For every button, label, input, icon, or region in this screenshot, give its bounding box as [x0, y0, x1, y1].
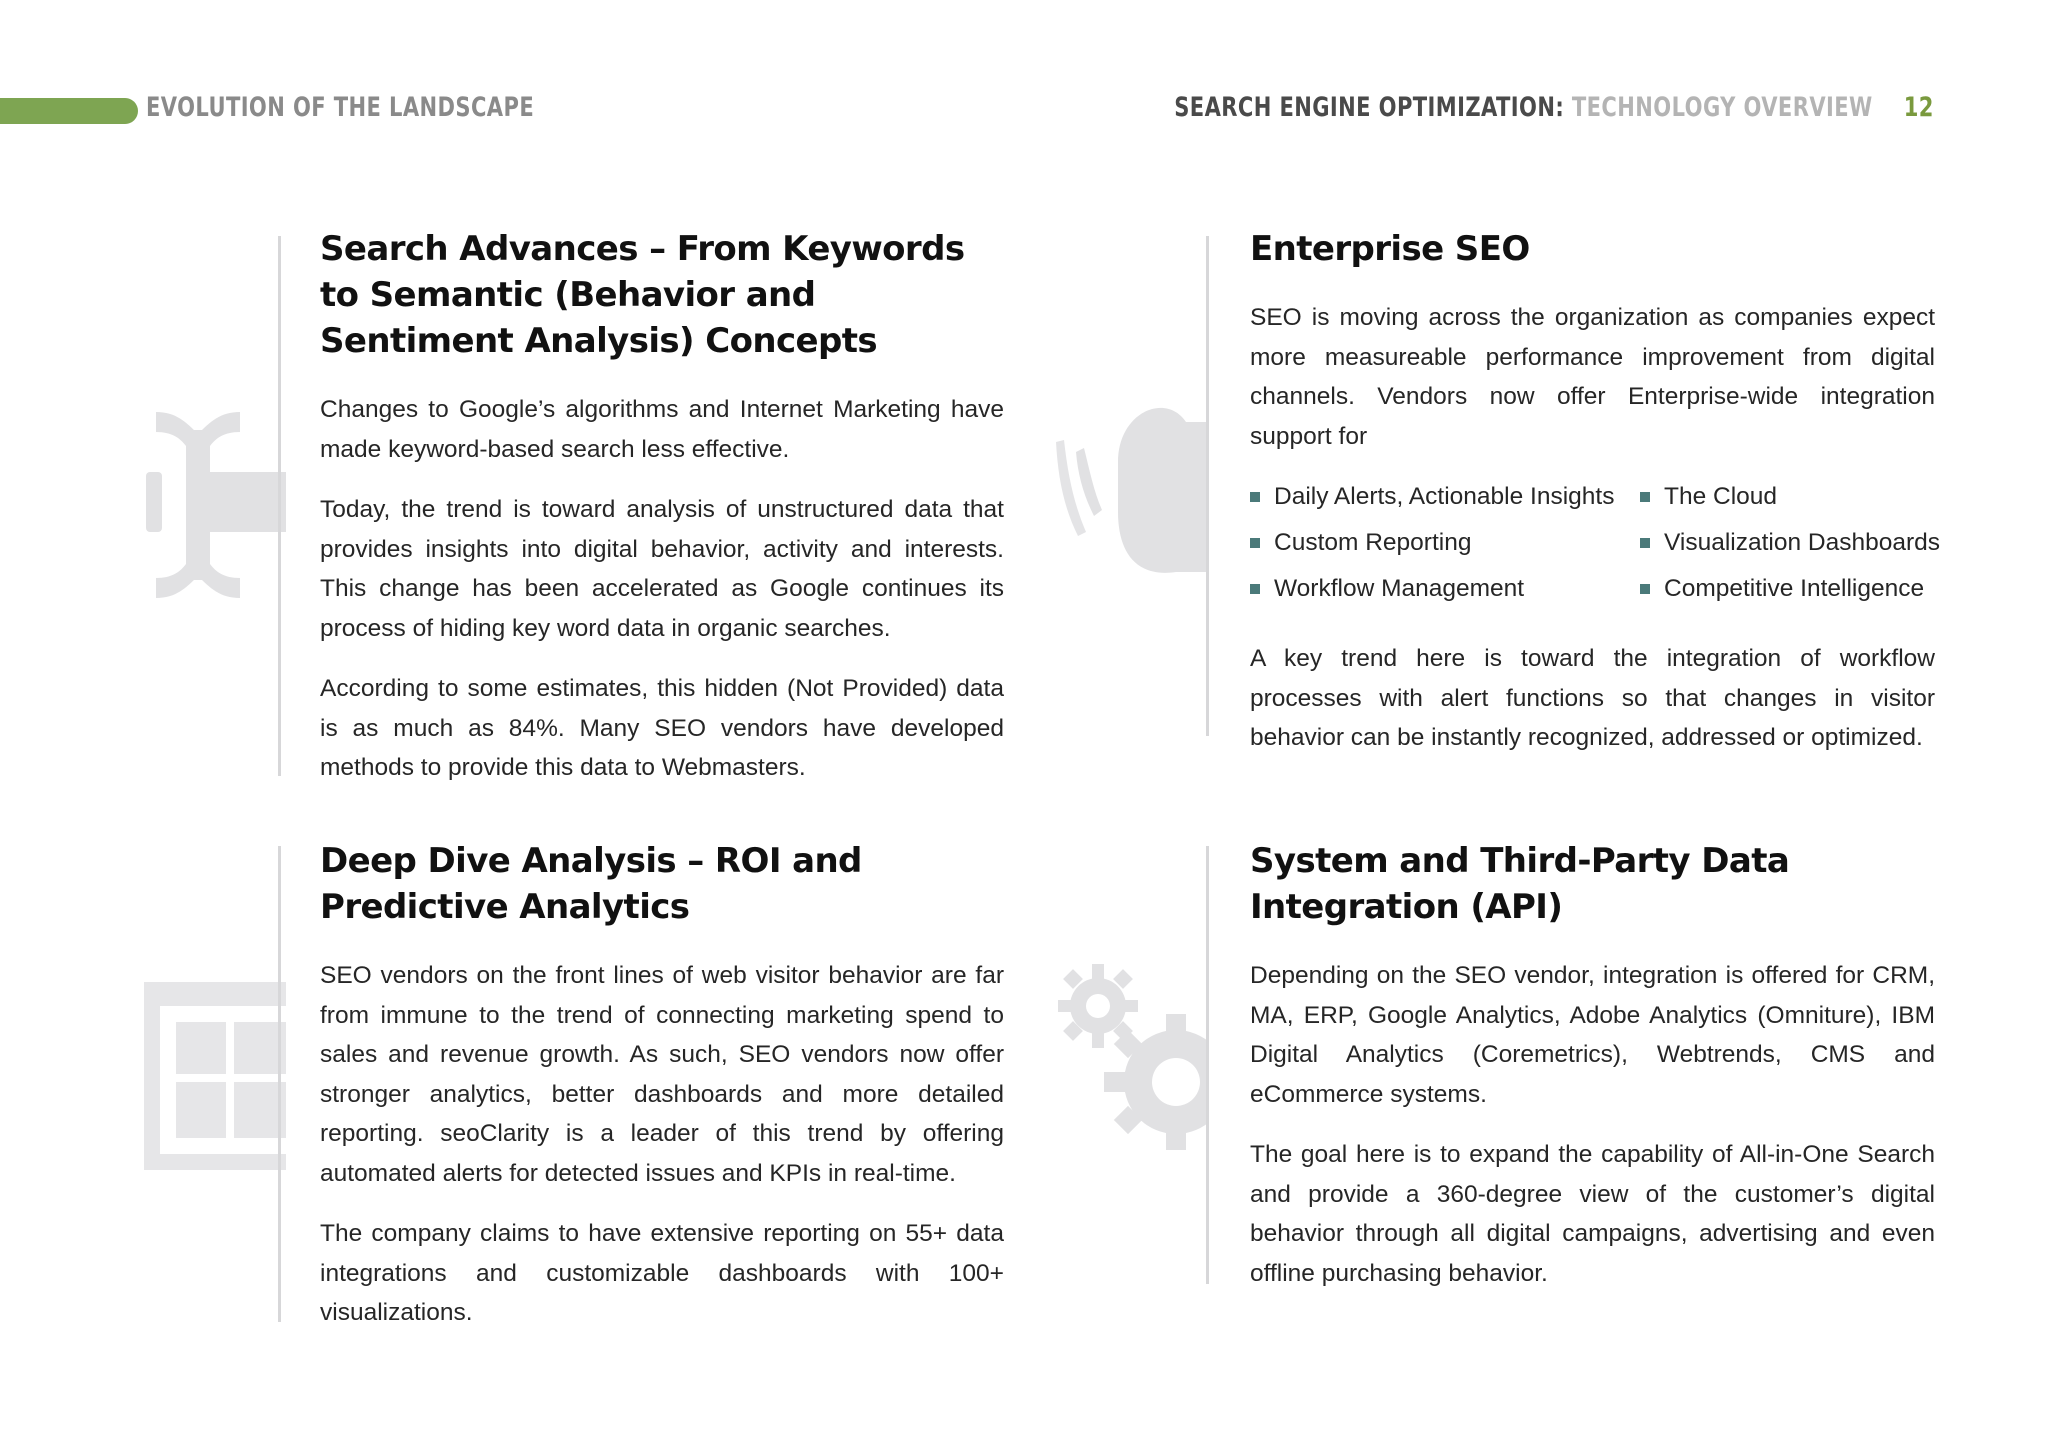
document-title: [1174, 92, 1934, 123]
list-item: [1250, 523, 1640, 563]
feature-bullet-list: [1250, 477, 1941, 609]
section-heading: Enterprise SEO: [1250, 229, 1530, 269]
bullet-square-icon: [1640, 492, 1650, 502]
list-item: [1250, 477, 1640, 517]
paragraph: SEO is moving across the organization as companies expect more measureable performance improvement from digital channels. Vendors now offer Enterprise-wide integration support for: [1250, 304, 1935, 450]
header-accent-bar: [0, 98, 138, 124]
bullet-square-icon: [1640, 584, 1650, 594]
section-divider-rule: [278, 846, 281, 1322]
bullet-square-icon: [1250, 538, 1260, 548]
list-item: [1640, 477, 1970, 517]
list-item-label: Workflow Management: [1274, 575, 1525, 602]
section-heading: Deep Dive Analysis – ROI and Predictive Analytics: [320, 841, 862, 927]
paragraph: The goal here is to expand the capability of All-in-One Search and provide a 360-degree view of the customer’s digital behavior through all digital campaigns, advertising and even offline purchasing behavior.: [1250, 1141, 1935, 1287]
list-item: [1640, 569, 1970, 609]
bullet-square-icon: [1250, 584, 1260, 594]
list-item-label: Competitive Intelligence: [1664, 575, 1925, 602]
section-label: EVOLUTION OF THE LANDSCAPE: [146, 92, 535, 123]
section-heading: Search Advances – From Keywords to Semantic (Behavior and Sentiment Analysis) Concepts: [320, 229, 965, 361]
window-grid-icon: [144, 982, 286, 1170]
section-enterprise-seo: [1250, 226, 1941, 779]
paragraph: The company claims to have extensive reporting on 55+ data integrations and customizable dashboards with 100+ visualizations.: [320, 1220, 1004, 1326]
paragraph: Changes to Google’s algorithms and Internet Marketing have made keyword-based search less effective.: [320, 396, 1004, 463]
gears-icon: [1058, 964, 1208, 1150]
list-item: [1640, 523, 1970, 563]
bullet-square-icon: [1250, 492, 1260, 502]
list-item-label: Daily Alerts, Actionable Insights: [1274, 483, 1615, 510]
bullet-square-icon: [1640, 538, 1650, 548]
paragraph: Depending on the SEO vendor, integration is offered for CRM, MA, ERP, Google Analytics, Adobe Analytics (Omniture), IBM Digital Analytics (Coremetrics), Webtrends, CMS and eCommerce systems.: [1250, 962, 1935, 1108]
paragraph: SEO vendors on the front lines of web visitor behavior are far from immune to the trend of connecting marketing spend to sales and revenue growth. As such, SEO vendors now offer stronger analytics, better dashboards and more detailed reporting. seoClarity is a leader of this trend by offering automated alerts for detected issues and KPIs in real-time.: [320, 962, 1004, 1187]
section-divider-rule: [1206, 236, 1209, 736]
list-item-label: Visualization Dashboards: [1664, 529, 1941, 556]
megaphone-icon: [1056, 392, 1206, 578]
section-divider-rule: [278, 236, 281, 776]
text-cursor-icon: [136, 412, 286, 598]
section-divider-rule: [1206, 846, 1209, 1284]
paragraph: A key trend here is toward the integration of workflow processes with alert functions so that changes in visitor behavior can be instantly recognized, addressed or optimized.: [1250, 645, 1935, 751]
list-item-label: The Cloud: [1664, 483, 1778, 510]
page-number: 12: [1903, 92, 1934, 123]
paragraph: According to some estimates, this hidden (Not Provided) data is as much as 84%. Many SEO vendors have developed methods to provide this data to Webmasters.: [320, 675, 1004, 781]
section-system-integration: [1250, 838, 1935, 1314]
document-title-light: TECHNOLOGY OVERVIEW: [1572, 92, 1873, 123]
document-title-bold: SEARCH ENGINE OPTIMIZATION:: [1174, 92, 1565, 123]
list-item: [1250, 569, 1640, 609]
section-search-advances: [320, 226, 1004, 809]
paragraph: Today, the trend is toward analysis of unstructured data that provides insights into digital behavior, activity and interests. This change has been accelerated as Google continues its process of hiding key word data in organic searches.: [320, 496, 1004, 642]
section-deep-dive: [320, 838, 1004, 1354]
list-item-label: Custom Reporting: [1274, 529, 1472, 556]
section-heading: System and Third-Party Data Integration (API): [1250, 841, 1790, 927]
